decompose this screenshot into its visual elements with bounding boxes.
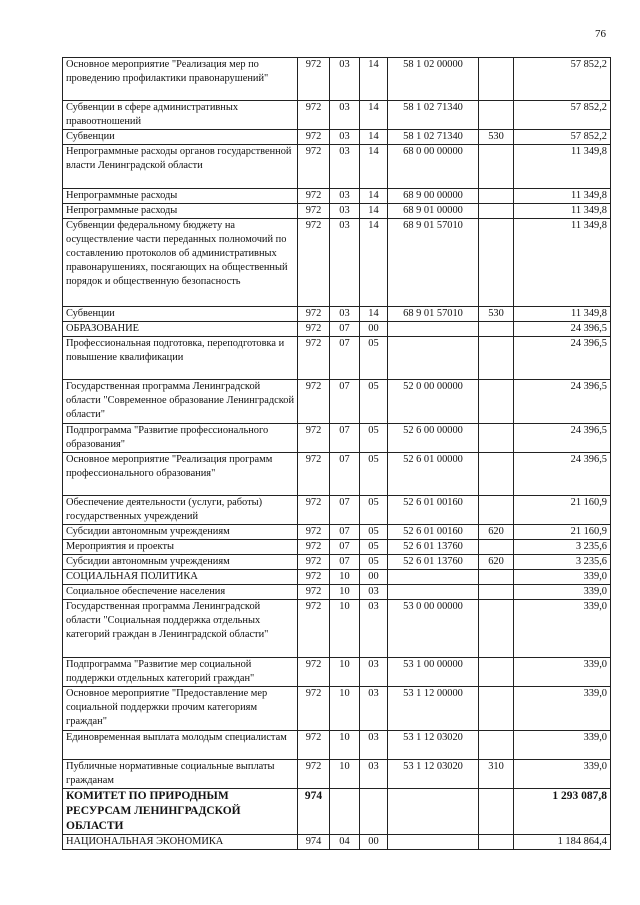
amount: 57 852,2 <box>514 130 611 145</box>
table-row <box>63 570 611 585</box>
target-article-code <box>388 570 479 585</box>
budget-item-name: Субвенции в сфере административных правоотношений <box>63 101 298 130</box>
ministry-code: 972 <box>298 687 330 731</box>
amount: 339,0 <box>514 570 611 585</box>
table-row <box>63 453 611 496</box>
expense-type-code <box>479 731 514 760</box>
target-article-code: 52 6 01 13760 <box>388 540 479 555</box>
budget-table-body <box>63 58 611 850</box>
ministry-code: 972 <box>298 204 330 219</box>
expense-type-code <box>479 496 514 525</box>
target-article-code: 68 9 01 00000 <box>388 204 479 219</box>
table-row <box>63 219 611 307</box>
subsection-code: 05 <box>360 525 388 540</box>
budget-item-name: Субсидии автономным учреждениям <box>63 525 298 540</box>
section-code: 03 <box>330 189 360 204</box>
budget-item-name: Мероприятия и проекты <box>63 540 298 555</box>
target-article-code: 68 9 00 00000 <box>388 189 479 204</box>
amount: 11 349,8 <box>514 307 611 322</box>
amount: 11 349,8 <box>514 204 611 219</box>
expense-type-code <box>479 145 514 189</box>
budget-item-name: Основное мероприятие "Реализация мер по проведению профилактики правонарушений" <box>63 58 298 101</box>
budget-table <box>62 57 611 850</box>
table-row <box>63 835 611 850</box>
amount: 339,0 <box>514 687 611 731</box>
budget-item-name: Основное мероприятие "Предоставление мер социальной поддержки прочим категориям граждан" <box>63 687 298 731</box>
table-row <box>63 424 611 453</box>
ministry-code: 972 <box>298 337 330 380</box>
ministry-code: 972 <box>298 731 330 760</box>
section-code: 07 <box>330 555 360 570</box>
table-row <box>63 600 611 658</box>
ministry-code: 972 <box>298 525 330 540</box>
budget-item-name: Непрограммные расходы <box>63 189 298 204</box>
expense-type-code <box>479 570 514 585</box>
table-row <box>63 760 611 789</box>
section-code: 04 <box>330 835 360 850</box>
ministry-code: 972 <box>298 101 330 130</box>
expense-type-code: 620 <box>479 525 514 540</box>
ministry-code: 972 <box>298 453 330 496</box>
ministry-code: 972 <box>298 130 330 145</box>
target-article-code: 52 0 00 00000 <box>388 380 479 424</box>
ministry-code: 972 <box>298 760 330 789</box>
budget-item-name: КОМИТЕТ ПО ПРИРОДНЫМ РЕСУРСАМ ЛЕНИНГРАДСКОЙ ОБЛАСТИ <box>63 789 298 835</box>
ministry-code: 974 <box>298 789 330 835</box>
target-article-code <box>388 789 479 835</box>
expense-type-code <box>479 585 514 600</box>
ministry-code: 974 <box>298 835 330 850</box>
expense-type-code <box>479 658 514 687</box>
subsection-code: 14 <box>360 145 388 189</box>
target-article-code: 53 1 00 00000 <box>388 658 479 687</box>
table-row <box>63 58 611 101</box>
target-article-code: 58 1 02 71340 <box>388 130 479 145</box>
expense-type-code: 620 <box>479 555 514 570</box>
ministry-code: 972 <box>298 540 330 555</box>
subsection-code: 14 <box>360 307 388 322</box>
expense-type-code: 530 <box>479 307 514 322</box>
amount: 339,0 <box>514 658 611 687</box>
subsection-code: 00 <box>360 322 388 337</box>
expense-type-code: 310 <box>479 760 514 789</box>
amount: 24 396,5 <box>514 453 611 496</box>
amount: 24 396,5 <box>514 322 611 337</box>
expense-type-code <box>479 835 514 850</box>
amount: 1 184 864,4 <box>514 835 611 850</box>
ministry-code: 972 <box>298 219 330 307</box>
section-code: 10 <box>330 585 360 600</box>
table-row <box>63 130 611 145</box>
budget-item-name: Государственная программа Ленинградской области "Современное образование Ленинградской области" <box>63 380 298 424</box>
budget-item-name: Обеспечение деятельности (услуги, работы) государственных учреждений <box>63 496 298 525</box>
expense-type-code <box>479 219 514 307</box>
table-row <box>63 496 611 525</box>
subsection-code: 03 <box>360 760 388 789</box>
section-code: 03 <box>330 101 360 130</box>
budget-item-name: ОБРАЗОВАНИЕ <box>63 322 298 337</box>
table-row <box>63 585 611 600</box>
amount: 3 235,6 <box>514 555 611 570</box>
budget-item-name: Непрограммные расходы органов государственной власти Ленинградской области <box>63 145 298 189</box>
amount: 57 852,2 <box>514 101 611 130</box>
target-article-code: 53 1 12 03020 <box>388 760 479 789</box>
section-code <box>330 789 360 835</box>
section-code: 07 <box>330 380 360 424</box>
target-article-code: 58 1 02 71340 <box>388 101 479 130</box>
budget-item-name: Государственная программа Ленинградской области "Социальная поддержка отдельных категорий граждан в Ленинградской области" <box>63 600 298 658</box>
subsection-code: 14 <box>360 189 388 204</box>
amount: 1 293 087,8 <box>514 789 611 835</box>
expense-type-code <box>479 189 514 204</box>
target-article-code: 52 6 01 00000 <box>388 453 479 496</box>
section-code: 10 <box>330 600 360 658</box>
table-row <box>63 731 611 760</box>
budget-item-name: СОЦИАЛЬНАЯ ПОЛИТИКА <box>63 570 298 585</box>
budget-item-name: Субвенции <box>63 130 298 145</box>
target-article-code: 58 1 02 00000 <box>388 58 479 101</box>
budget-item-name: Подпрограмма "Развитие мер социальной поддержки отдельных категорий граждан" <box>63 658 298 687</box>
subsection-code: 00 <box>360 570 388 585</box>
amount: 21 160,9 <box>514 496 611 525</box>
expense-type-code: 530 <box>479 130 514 145</box>
section-code: 10 <box>330 760 360 789</box>
budget-item-name: Публичные нормативные социальные выплаты гражданам <box>63 760 298 789</box>
ministry-code: 972 <box>298 145 330 189</box>
expense-type-code <box>479 789 514 835</box>
section-code: 07 <box>330 525 360 540</box>
expense-type-code <box>479 687 514 731</box>
expense-type-code <box>479 453 514 496</box>
subsection-code: 05 <box>360 496 388 525</box>
section-code: 03 <box>330 307 360 322</box>
table-row <box>63 322 611 337</box>
table-row <box>63 555 611 570</box>
target-article-code <box>388 835 479 850</box>
section-code: 07 <box>330 540 360 555</box>
budget-item-name: НАЦИОНАЛЬНАЯ ЭКОНОМИКА <box>63 835 298 850</box>
amount: 24 396,5 <box>514 337 611 380</box>
ministry-code: 972 <box>298 585 330 600</box>
amount: 339,0 <box>514 585 611 600</box>
amount: 57 852,2 <box>514 58 611 101</box>
ministry-code: 972 <box>298 58 330 101</box>
budget-item-name: Субвенции федеральному бюджету на осуществление части переданных полномочий по составлению протоколов об административных правонарушениях, посягающих на общественный порядок и общественную безопасность <box>63 219 298 307</box>
amount: 11 349,8 <box>514 189 611 204</box>
amount: 339,0 <box>514 760 611 789</box>
table-row <box>63 204 611 219</box>
ministry-code: 972 <box>298 658 330 687</box>
subsection-code: 05 <box>360 555 388 570</box>
section-code: 07 <box>330 496 360 525</box>
table-row <box>63 189 611 204</box>
expense-type-code <box>479 101 514 130</box>
section-code: 03 <box>330 145 360 189</box>
section-code: 07 <box>330 424 360 453</box>
ministry-code: 972 <box>298 307 330 322</box>
amount: 24 396,5 <box>514 424 611 453</box>
table-row <box>63 658 611 687</box>
budget-item-name: Социальное обеспечение населения <box>63 585 298 600</box>
subsection-code <box>360 789 388 835</box>
subsection-code: 05 <box>360 380 388 424</box>
amount: 11 349,8 <box>514 145 611 189</box>
section-code: 03 <box>330 58 360 101</box>
table-row <box>63 145 611 189</box>
page-number: 76 <box>595 28 606 40</box>
expense-type-code <box>479 322 514 337</box>
amount: 339,0 <box>514 731 611 760</box>
section-code: 10 <box>330 687 360 731</box>
expense-type-code <box>479 600 514 658</box>
section-code: 03 <box>330 219 360 307</box>
table-row <box>63 540 611 555</box>
ministry-code: 972 <box>298 570 330 585</box>
table-row <box>63 525 611 540</box>
target-article-code: 68 9 01 57010 <box>388 307 479 322</box>
table-row <box>63 687 611 731</box>
section-code: 03 <box>330 130 360 145</box>
table-row <box>63 789 611 835</box>
target-article-code: 52 6 01 00160 <box>388 496 479 525</box>
budget-item-name: Непрограммные расходы <box>63 204 298 219</box>
amount: 339,0 <box>514 600 611 658</box>
amount: 11 349,8 <box>514 219 611 307</box>
subsection-code: 03 <box>360 731 388 760</box>
target-article-code <box>388 585 479 600</box>
amount: 24 396,5 <box>514 380 611 424</box>
target-article-code: 52 6 01 00160 <box>388 525 479 540</box>
section-code: 10 <box>330 658 360 687</box>
subsection-code: 03 <box>360 600 388 658</box>
budget-item-name: Подпрограмма "Развитие профессионального образования" <box>63 424 298 453</box>
target-article-code: 53 1 12 03020 <box>388 731 479 760</box>
amount: 21 160,9 <box>514 525 611 540</box>
section-code: 10 <box>330 731 360 760</box>
expense-type-code <box>479 204 514 219</box>
subsection-code: 03 <box>360 585 388 600</box>
ministry-code: 972 <box>298 424 330 453</box>
budget-item-name: Субвенции <box>63 307 298 322</box>
subsection-code: 05 <box>360 424 388 453</box>
subsection-code: 05 <box>360 540 388 555</box>
table-row <box>63 307 611 322</box>
target-article-code: 52 6 00 00000 <box>388 424 479 453</box>
budget-item-name: Профессиональная подготовка, переподготовка и повышение квалификации <box>63 337 298 380</box>
subsection-code: 00 <box>360 835 388 850</box>
section-code: 03 <box>330 204 360 219</box>
target-article-code: 53 1 12 00000 <box>388 687 479 731</box>
target-article-code: 52 6 01 13760 <box>388 555 479 570</box>
subsection-code: 05 <box>360 453 388 496</box>
section-code: 07 <box>330 322 360 337</box>
table-row <box>63 101 611 130</box>
expense-type-code <box>479 337 514 380</box>
section-code: 10 <box>330 570 360 585</box>
ministry-code: 972 <box>298 496 330 525</box>
target-article-code: 53 0 00 00000 <box>388 600 479 658</box>
ministry-code: 972 <box>298 555 330 570</box>
section-code: 07 <box>330 337 360 380</box>
expense-type-code <box>479 540 514 555</box>
budget-item-name: Основное мероприятие "Реализация программ профессионального образования" <box>63 453 298 496</box>
subsection-code: 14 <box>360 58 388 101</box>
subsection-code: 14 <box>360 204 388 219</box>
table-row <box>63 337 611 380</box>
subsection-code: 14 <box>360 219 388 307</box>
target-article-code <box>388 337 479 380</box>
subsection-code: 05 <box>360 337 388 380</box>
budget-item-name: Единовременная выплата молодым специалистам <box>63 731 298 760</box>
subsection-code: 14 <box>360 130 388 145</box>
expense-type-code <box>479 58 514 101</box>
target-article-code: 68 0 00 00000 <box>388 145 479 189</box>
ministry-code: 972 <box>298 322 330 337</box>
target-article-code <box>388 322 479 337</box>
subsection-code: 03 <box>360 687 388 731</box>
budget-item-name: Субсидии автономным учреждениям <box>63 555 298 570</box>
expense-type-code <box>479 380 514 424</box>
target-article-code: 68 9 01 57010 <box>388 219 479 307</box>
table-row <box>63 380 611 424</box>
subsection-code: 14 <box>360 101 388 130</box>
section-code: 07 <box>330 453 360 496</box>
ministry-code: 972 <box>298 380 330 424</box>
expense-type-code <box>479 424 514 453</box>
subsection-code: 03 <box>360 658 388 687</box>
ministry-code: 972 <box>298 189 330 204</box>
ministry-code: 972 <box>298 600 330 658</box>
amount: 3 235,6 <box>514 540 611 555</box>
